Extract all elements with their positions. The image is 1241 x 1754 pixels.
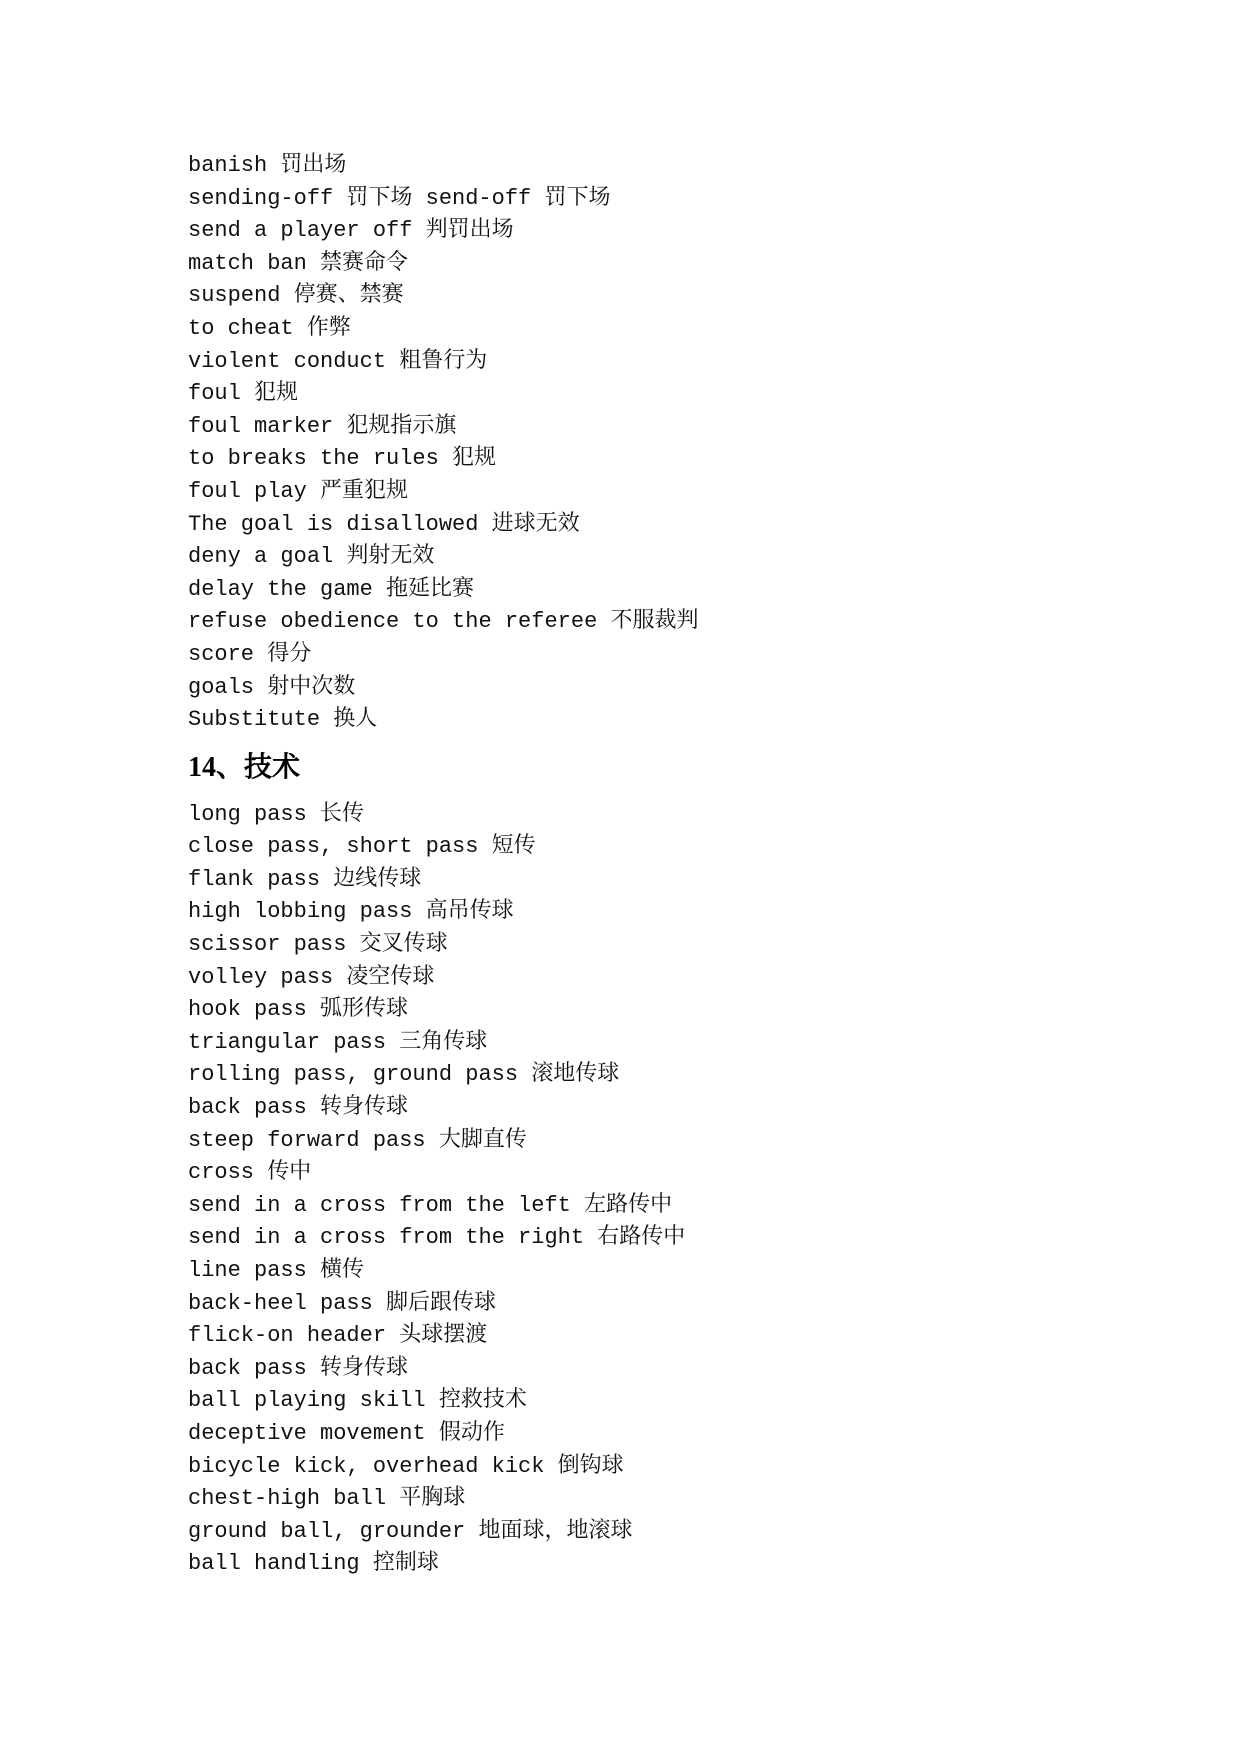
- list-item: flank pass 边线传球: [188, 866, 422, 892]
- list-item: flick-on header 头球摆渡: [188, 1323, 488, 1349]
- list-item: scissor pass 交叉传球: [188, 932, 448, 958]
- list-item: bicycle kick, overhead kick 倒钩球: [188, 1453, 624, 1479]
- list-item: send a player off 判罚出场: [188, 218, 514, 244]
- list-item: close pass, short pass 短传: [188, 834, 536, 860]
- list-item: Substitute 换人: [188, 707, 378, 733]
- list-item: line pass 横传: [188, 1258, 365, 1283]
- page-content: [188, 150, 1088, 1581]
- list-item: ground ball, grounder 地面球，地滚球: [188, 1518, 633, 1544]
- list-item: chest-high ball 平胸球: [188, 1486, 466, 1512]
- list-item: rolling pass, ground pass 滚地传球: [188, 1062, 620, 1088]
- list-item: to cheat 作弊: [188, 315, 351, 341]
- list-item: suspend 停赛、禁赛: [188, 283, 404, 309]
- list-item: refuse obedience to the referee 不服裁判: [188, 609, 699, 635]
- list-item: triangular pass 三角传球: [188, 1029, 488, 1055]
- list-item: volley pass 凌空传球: [188, 964, 435, 990]
- list-item: foul play 严重犯规: [188, 478, 409, 504]
- list-item: match ban 禁赛命令: [188, 250, 409, 276]
- list-item: violent conduct 粗鲁行为: [188, 348, 488, 374]
- list-item: long pass 长传: [188, 801, 365, 827]
- list-item: cross 传中: [188, 1160, 312, 1186]
- list-item: to breaks the rules 犯规: [188, 446, 497, 472]
- section-heading: 14、技术: [188, 751, 301, 783]
- section-penalties: [188, 150, 1088, 737]
- list-item: banish 罚出场: [188, 153, 347, 178]
- list-item: back-heel pass 脚后跟传球: [188, 1290, 497, 1316]
- list-item: foul marker 犯规指示旗: [188, 413, 457, 439]
- list-item: score 得分: [188, 641, 312, 667]
- list-item: hook pass 弧形传球: [188, 997, 409, 1023]
- list-item: back pass 转身传球: [188, 1355, 409, 1381]
- list-item: back pass 转身传球: [188, 1095, 409, 1121]
- list-item: The goal is disallowed 进球无效: [188, 511, 580, 537]
- list-item: send in a cross from the right 右路传中: [188, 1225, 686, 1251]
- list-item: foul 犯规: [188, 381, 299, 407]
- list-item: high lobbing pass 高吊传球: [188, 899, 514, 925]
- list-item: sending-off 罚下场 send-off 罚下场: [188, 185, 611, 211]
- list-item: send in a cross from the left 左路传中: [188, 1192, 673, 1218]
- list-item: deny a goal 判射无效: [188, 544, 435, 570]
- list-item: steep forward pass 大脚直传: [188, 1127, 527, 1153]
- list-item: ball playing skill 控救技术: [188, 1388, 527, 1414]
- list-item: delay the game 拖延比赛: [188, 576, 475, 602]
- list-item: deceptive movement 假动作: [188, 1420, 505, 1446]
- list-item: goals 射中次数: [188, 674, 356, 700]
- list-item: ball handling 控制球: [188, 1551, 439, 1577]
- section-technique: [188, 799, 1088, 1581]
